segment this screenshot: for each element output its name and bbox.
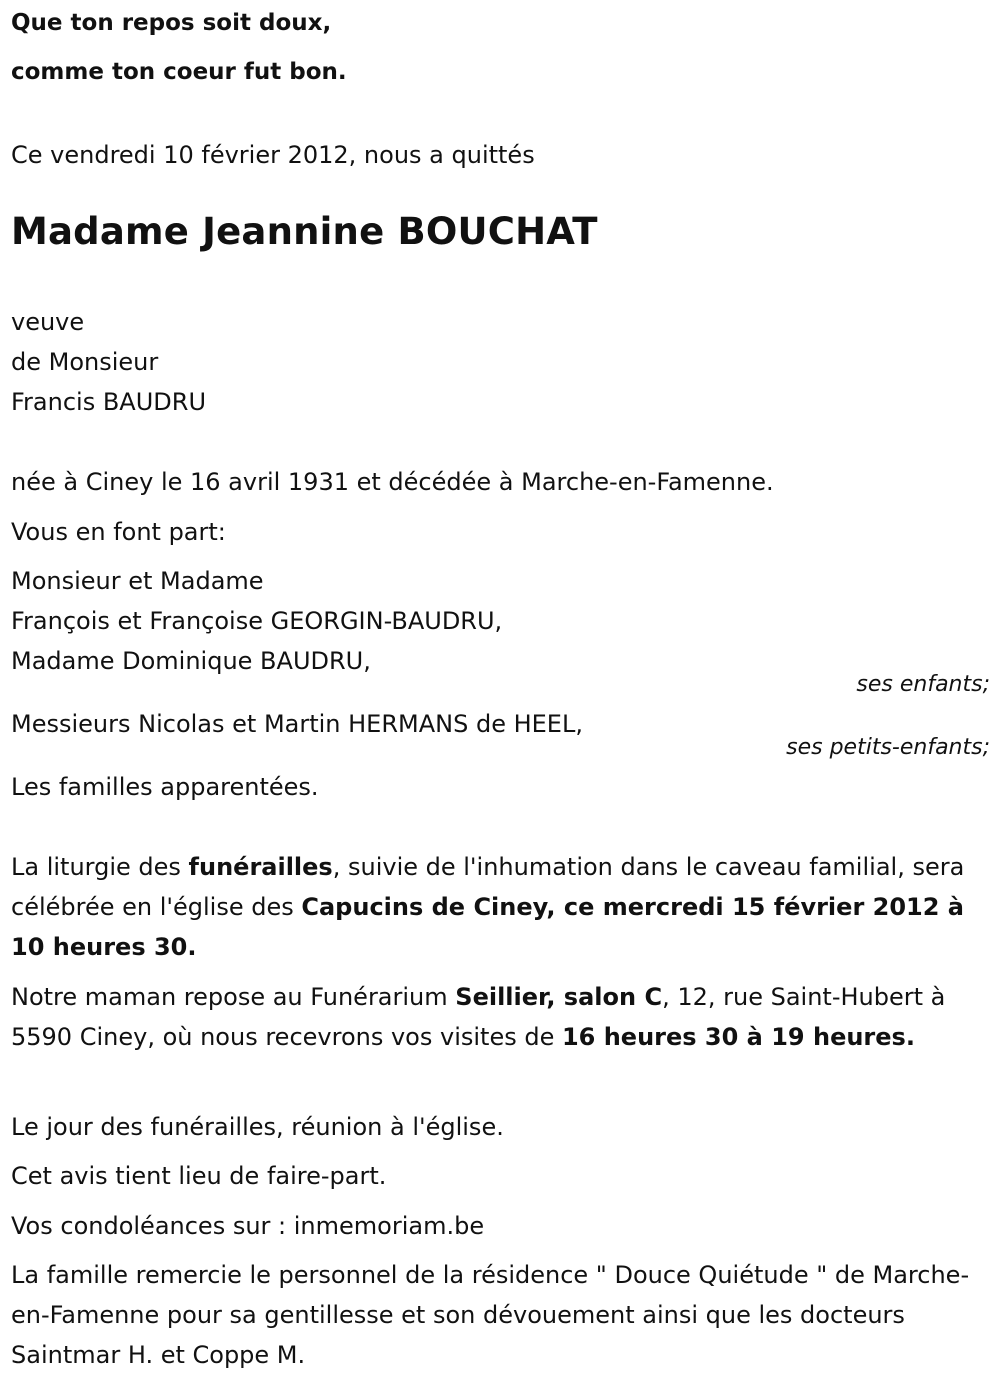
funerarium-paragraph xyxy=(11,977,986,1057)
funeral-text-d: Capucins de Ciney, ce mercredi 15 février 2012 à 10 heures 30. xyxy=(11,893,964,961)
funeral-text-c: , suivie de l'inhumation dans le caveau familial, sera célébrée en l'église des xyxy=(11,853,965,921)
meeting-text: Le jour des funérailles, réunion à l'église. xyxy=(11,1113,504,1141)
condolences-text: Vos condoléances sur : inmemoriam.be xyxy=(11,1212,485,1240)
grandchildren-line: Messieurs Nicolas et Martin HERMANS de HEEL, xyxy=(11,710,583,738)
widow-line-3: Francis BAUDRU xyxy=(11,388,207,416)
grandchildren-role: ses petits-enfants; xyxy=(786,735,990,760)
notice-text: Cet avis tient lieu de faire-part. xyxy=(11,1162,387,1190)
widow-line-1: veuve xyxy=(11,308,85,336)
funerarium-text-b: Seillier, salon C xyxy=(455,983,663,1011)
birth-death-text: née à Ciney le 16 avril 1931 et décédée à Marche-en-Famenne. xyxy=(11,468,774,496)
funeral-text-b: funérailles xyxy=(188,853,333,881)
thanks-paragraph: La famille remercie le personnel de la résidence " Douce Quiétude " de Marche-en-Famenne pour sa gentillesse et son dévouement ainsi que les docteurs Saintmar H. et Coppe M. xyxy=(11,1261,970,1369)
funeral-paragraph xyxy=(11,847,986,967)
funeral-text-a: La liturgie des xyxy=(11,853,189,881)
widow-line-2: de Monsieur xyxy=(11,348,159,376)
epigraph-line-2: comme ton coeur fut bon. xyxy=(11,59,347,85)
funerarium-text-c: , 12, rue Saint-Hubert à 5590 Ciney, où nous recevrons vos visites de xyxy=(11,983,946,1051)
children-line-2: François et Françoise GEORGIN-BAUDRU, xyxy=(11,607,503,635)
funerarium-text-d: 16 heures 30 à 19 heures. xyxy=(561,1023,915,1051)
children-line-1: Monsieur et Madame xyxy=(11,567,264,595)
announcement-text: Vous en font part: xyxy=(11,518,226,546)
intro-text: Ce vendredi 10 février 2012, nous a quittés xyxy=(11,141,535,169)
funerarium-text-a: Notre maman repose au Funérarium xyxy=(11,983,456,1011)
epigraph-line-1: Que ton repos soit doux, xyxy=(11,10,332,36)
relatives-text: Les familles apparentées. xyxy=(11,773,319,801)
deceased-name: Madame Jeannine BOUCHAT xyxy=(11,210,598,253)
children-role: ses enfants; xyxy=(856,672,990,697)
children-line-3: Madame Dominique BAUDRU, xyxy=(11,647,371,675)
